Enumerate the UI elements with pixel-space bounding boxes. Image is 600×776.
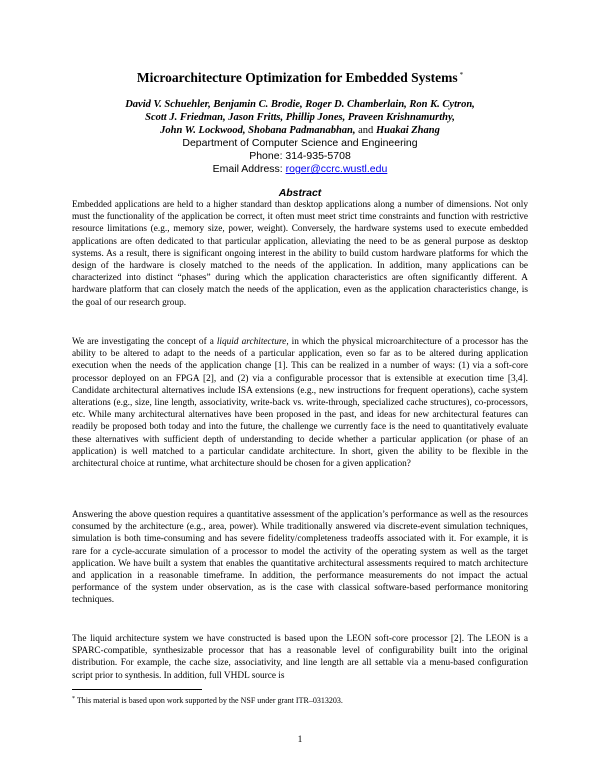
author-line-2: Scott J. Friedman, Jason Fritts, Phillip Jones, Praveen Krishnamurthy,	[145, 112, 455, 123]
email-line: Email Address: roger@ccrc.wustl.edu	[212, 163, 388, 175]
page-number: 1	[297, 735, 303, 745]
paper-title: Microarchitecture Optimization for Embedded Systems *	[136, 70, 464, 85]
footnote: * This material is based upon work supported by the NSF under grant ITR–0313203.	[72, 696, 343, 705]
email-link[interactable]: roger@ccrc.wustl.edu	[285, 163, 388, 175]
paragraph-3: Answering the above question requires a quantitative assessment of the application’s performance as well as the resources consumed by the architecture (e.g., area, power). While traditionally answered via discrete-event simulation techniques, simulation is both time-consuming and has severe fidelity/completeness tradeoffs associated with it. For example, it is rare for a cycle-accurate simulation of a processor to model the activity of the operating system as well as the target application. We have built a system that enables the quantitative architectural assessments required to match architecture and application in a reasonable timeframe. In addition, the performance measurements do not impact the actual performance of the system under observation, as is the case with classical software-based performance monitoring techniques.	[72, 510, 528, 606]
author-line-3: John W. Lockwood, Shobana Padmanabhan, and Huakai Zhang	[160, 125, 440, 136]
paragraph-2: We are investigating the concept of a liquid architecture, in which the physical microarchitecture of a processor has the ability to be altered to adapt to the needs of a particular application, even so far as to be altered during application execution when the needs of the application change [1]. This can be realized in a number of ways: (1) via a soft-core processor deployed on an FPGA [2], and (2) via a configurable processor that is extensible at execution time [3,4]. Candidate architectural alternatives include ISA extensions (e.g., new instructions for frequent operations), cache system alterations (e.g., size, line length, associativity, write-back vs. write-through, specialized cache structures), co-processors, etc. While many architectural alternatives have been proposed in the past, and ideas for new architectural features can readily be proposed both today and into the future, the challenge we currently face is the need to quantitatively evaluate these alternatives with sufficient depth of understanding to decide whether a particular application (or phase of an application) is well matched to a particular candidate architecture. In short, given the ability to be flexible in the architectural choice at runtime, what architecture should be chosen for a given application?	[72, 337, 528, 470]
footnote-divider	[72, 689, 202, 690]
paragraph-4: The liquid architecture system we have constructed is based upon the LEON soft-core processor [2]. The LEON is a SPARC-compatible, synthesizable processor that has a reasonable level of configurability built into the original distribution. For example, the cache size, associativity, and line length are all settable via a menu-based configuration script prior to synthesis. In addition, full VHDL source is	[72, 634, 528, 681]
author-line-1: David V. Schuehler, Benjamin C. Brodie, Roger D. Chamberlain, Ron K. Cytron,	[125, 99, 475, 110]
affiliation-block	[0, 137, 600, 176]
author-list	[60, 98, 540, 137]
paragraph-1: Embedded applications are held to a higher standard than desktop applications along a number of dimensions. Not only must the functionality of the application be correct, it often must meet strict time constraints and function with restrictive resource limitations (e.g., memory size, power, weight). Conversely, the hardware systems used to execute embedded applications are often dedicated to that particular application, alleviating the need to be as general purpose as desktop systems. As a result, there is significant ongoing interest in the ability to build custom hardware platforms for which the design of the hardware is closely matched to the needs of the application. In addition, many applications can be characterized into distinct “phases” during which the application characteristics are often significantly different. A hardware platform that can closely match the needs of the application, even as the application characteristics change, is the goal of our research group.	[72, 200, 528, 308]
department: Department of Computer Science and Engineering	[182, 137, 418, 149]
title-footnote-marker: *	[459, 71, 464, 79]
liquid-architecture-term: liquid architecture	[216, 337, 287, 347]
abstract-heading: Abstract	[278, 187, 322, 199]
phone: Phone: 314-935-5708	[249, 150, 351, 162]
